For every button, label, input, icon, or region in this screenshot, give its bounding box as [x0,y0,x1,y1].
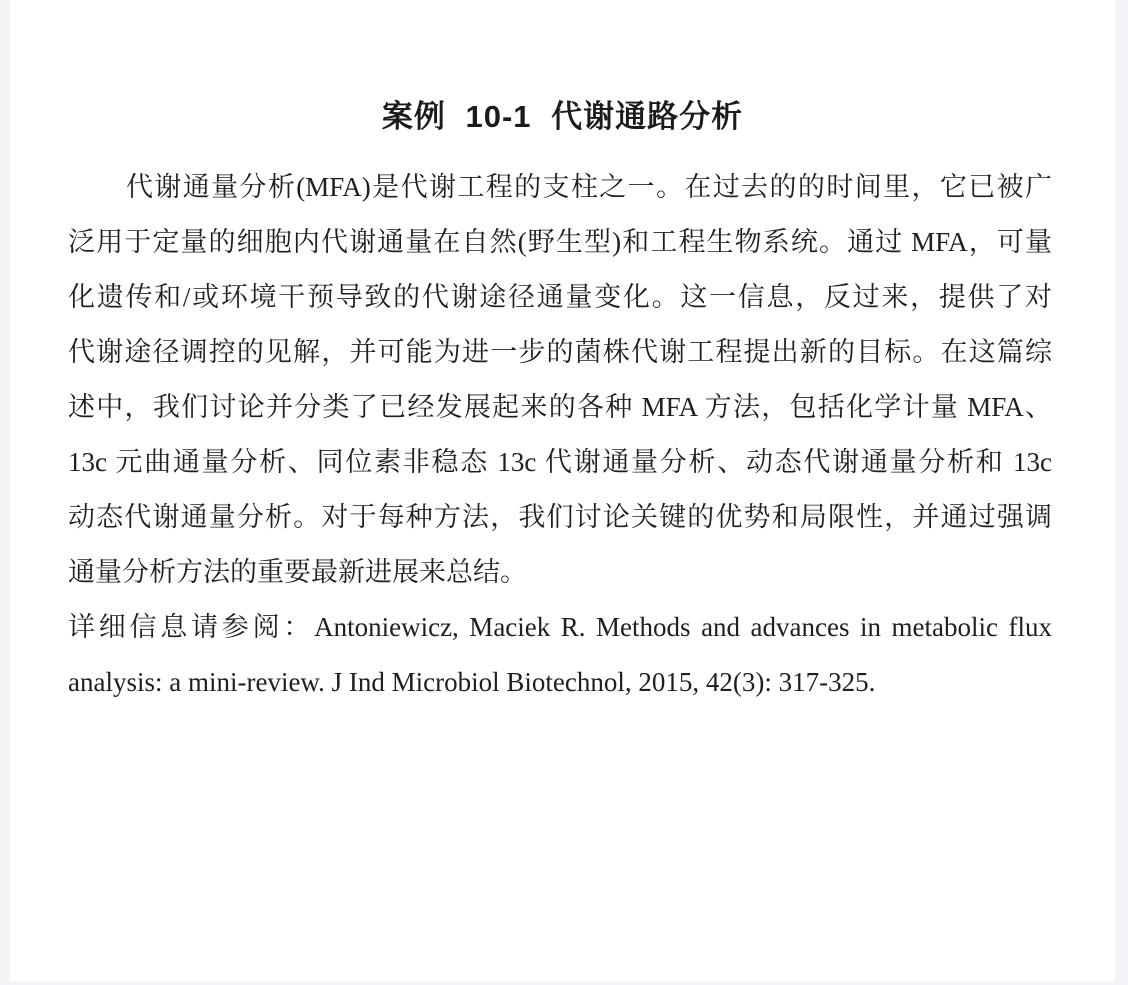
citation-line: 详细信息请参阅：Antoniewicz, Maciek R. Methods and advances in metabolic flux [68,612,1052,642]
paragraph-line: 通量分析方法的重要最新进展来总结。 [68,557,527,587]
paragraph-line: 述中，我们讨论并分类了已经发展起来的各种 MFA 方法，包括化学计量 MFA、 [68,392,1052,422]
paragraph-line: 代谢途径调控的见解，并可能为进一步的菌株代谢工程提出新的目标。在这篇综 [68,337,1052,367]
paragraph-line: 泛用于定量的细胞内代谢通量在自然(野生型)和工程生物系统。通过 MFA，可量 [68,227,1052,257]
paragraph-line: 代谢通量分析(MFA)是代谢工程的支柱之一。在过去的的时间里，它已被广 [126,172,1052,202]
body-text [68,160,1052,710]
paragraph-line: 化遗传和/或环境干预导致的代谢途径通量变化。这一信息，反过来，提供了对 [68,282,1052,312]
citation-line: analysis: a mini-review. J Ind Microbiol Biotechnol, 2015, 42(3): 317-325. [68,667,876,697]
document-page [10,0,1115,981]
paragraph-line: 13c 元曲通量分析、同位素非稳态 13c 代谢通量分析、动态代谢通量分析和 13c [68,447,1052,477]
paragraph-line: 动态代谢通量分析。对于每种方法，我们讨论关键的优势和局限性，并通过强调 [68,502,1052,532]
document-title: 案例 10-1 代谢通路分析 [381,99,744,134]
